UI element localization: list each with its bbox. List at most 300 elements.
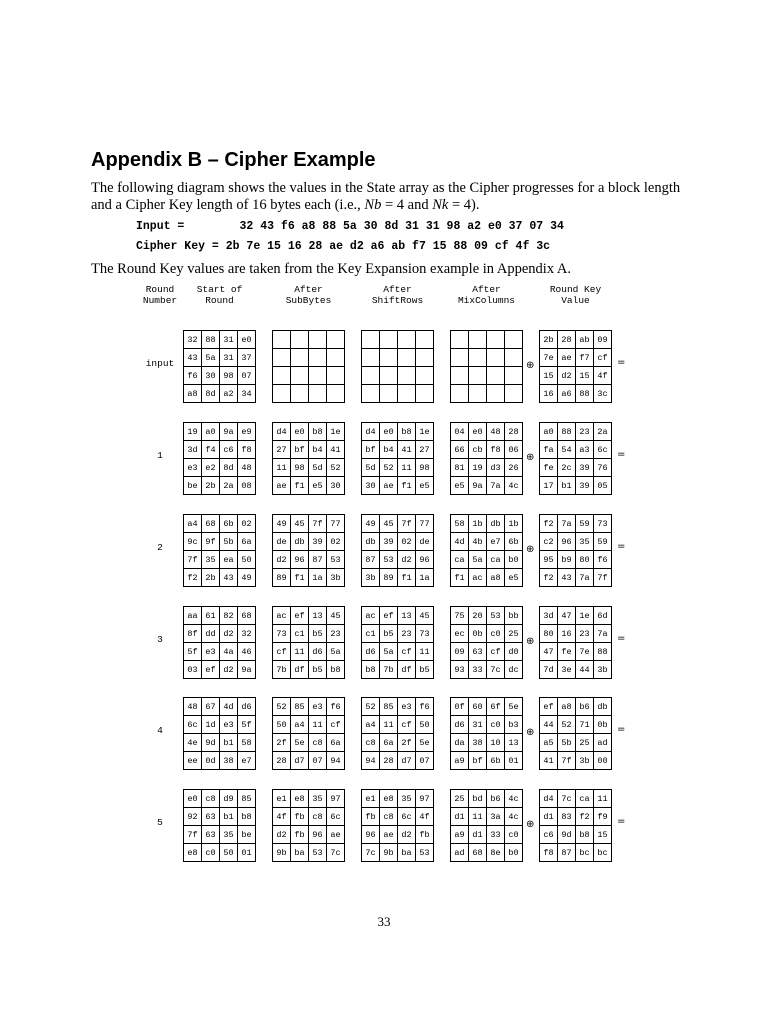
state-byte: ee	[184, 752, 202, 770]
state-byte: e5	[451, 477, 469, 495]
state-byte: 5f	[238, 716, 256, 734]
state-byte: ae	[327, 826, 345, 844]
state-byte: df	[398, 661, 416, 679]
state-byte: f2	[540, 515, 558, 533]
state-byte: 5a	[469, 551, 487, 569]
state-byte	[380, 385, 398, 403]
state-byte: d1	[540, 808, 558, 826]
input-line: Input = 32 43 f6 a8 88 5a 30 8d 31 31 98 a2 e0 37 07 34	[136, 220, 564, 233]
state-byte: b5	[309, 625, 327, 643]
state-byte: 02	[238, 515, 256, 533]
state-byte	[327, 349, 345, 367]
state-byte: d6	[309, 643, 327, 661]
state-byte: b0	[505, 844, 523, 862]
state-byte: 87	[362, 551, 380, 569]
state-byte: 28	[558, 331, 576, 349]
state-grid-mixcolumns	[450, 789, 523, 862]
state-byte: b9	[558, 551, 576, 569]
state-byte: 45	[327, 607, 345, 625]
state-byte	[398, 367, 416, 385]
state-grid-subbytes	[272, 697, 345, 770]
state-byte: f7	[576, 349, 594, 367]
state-byte: e3	[220, 716, 238, 734]
state-byte: 19	[184, 423, 202, 441]
state-byte: de	[273, 533, 291, 551]
state-byte: 7a	[576, 569, 594, 587]
state-byte: 34	[238, 385, 256, 403]
state-byte: b6	[576, 698, 594, 716]
state-byte: d2	[273, 551, 291, 569]
state-byte: 2a	[220, 477, 238, 495]
state-byte: b4	[309, 441, 327, 459]
state-byte: 07	[416, 752, 434, 770]
state-byte: cf	[398, 643, 416, 661]
state-byte: e8	[184, 844, 202, 862]
state-byte: 60	[469, 698, 487, 716]
state-byte: 77	[327, 515, 345, 533]
state-byte: 94	[327, 752, 345, 770]
state-byte: e1	[273, 790, 291, 808]
state-byte: 7f	[398, 515, 416, 533]
state-byte: 85	[238, 790, 256, 808]
state-byte: ac	[362, 607, 380, 625]
state-byte: e0	[291, 423, 309, 441]
state-byte	[398, 349, 416, 367]
state-byte: 37	[238, 349, 256, 367]
state-byte: 33	[487, 826, 505, 844]
state-byte: 63	[202, 808, 220, 826]
intro-text-3: = 4).	[448, 197, 480, 213]
state-byte: 96	[558, 533, 576, 551]
state-byte: 97	[416, 790, 434, 808]
state-byte: 53	[309, 844, 327, 862]
state-byte: a4	[291, 716, 309, 734]
state-byte: 2a	[594, 423, 612, 441]
state-byte: f9	[594, 808, 612, 826]
state-byte: 27	[273, 441, 291, 459]
state-byte: 35	[309, 790, 327, 808]
state-byte: 5b	[558, 734, 576, 752]
state-grid-mixcolumns	[450, 422, 523, 495]
state-byte: d9	[220, 790, 238, 808]
state-byte: c8	[202, 790, 220, 808]
state-byte: b8	[398, 423, 416, 441]
state-byte: 15	[594, 826, 612, 844]
state-byte: 43	[558, 569, 576, 587]
state-byte: c0	[487, 625, 505, 643]
state-byte: 15	[576, 367, 594, 385]
state-byte: a2	[220, 385, 238, 403]
state-byte: a0	[540, 423, 558, 441]
state-grid-roundkey	[539, 514, 612, 587]
xor-symbol: ⊕	[526, 544, 535, 555]
state-byte: 63	[202, 826, 220, 844]
state-byte: 6c	[594, 441, 612, 459]
state-byte: e7	[238, 752, 256, 770]
state-grid-start	[183, 789, 256, 862]
state-byte: b5	[309, 661, 327, 679]
state-byte	[273, 385, 291, 403]
state-byte: ac	[469, 569, 487, 587]
state-byte: 31	[220, 349, 238, 367]
state-byte: 0f	[451, 698, 469, 716]
state-byte: 13	[309, 607, 327, 625]
state-byte: 11	[416, 643, 434, 661]
state-byte: fb	[362, 808, 380, 826]
state-byte	[291, 349, 309, 367]
state-byte: 39	[576, 459, 594, 477]
state-byte: 4a	[220, 643, 238, 661]
state-byte: 6b	[220, 515, 238, 533]
state-byte: bf	[469, 752, 487, 770]
state-byte: 6a	[380, 734, 398, 752]
state-byte: 52	[380, 459, 398, 477]
equals-symbol: =	[617, 541, 626, 552]
state-byte: f1	[451, 569, 469, 587]
state-byte: 38	[469, 734, 487, 752]
state-byte: 11	[380, 716, 398, 734]
state-byte	[469, 331, 487, 349]
state-byte: 52	[362, 698, 380, 716]
state-byte: 1b	[505, 515, 523, 533]
state-byte: 9d	[558, 826, 576, 844]
state-byte: 5e	[291, 734, 309, 752]
state-byte: a3	[576, 441, 594, 459]
state-byte: 7f	[558, 752, 576, 770]
state-byte: a4	[362, 716, 380, 734]
state-grid-shiftrows	[361, 330, 434, 403]
state-byte: 02	[327, 533, 345, 551]
state-byte: c1	[362, 625, 380, 643]
state-byte: 5d	[362, 459, 380, 477]
state-byte: 6f	[487, 698, 505, 716]
state-byte: d7	[291, 752, 309, 770]
state-byte: 25	[576, 734, 594, 752]
state-grid-subbytes	[272, 330, 345, 403]
state-byte: e8	[380, 790, 398, 808]
state-grid-subbytes	[272, 606, 345, 679]
state-byte: 7f	[309, 515, 327, 533]
state-byte: e2	[202, 459, 220, 477]
state-byte: 6b	[505, 533, 523, 551]
state-byte	[451, 331, 469, 349]
state-byte: 9d	[202, 734, 220, 752]
state-byte: 32	[184, 331, 202, 349]
state-byte	[291, 331, 309, 349]
state-byte: be	[238, 826, 256, 844]
state-byte	[362, 349, 380, 367]
state-byte: 88	[558, 423, 576, 441]
state-byte: ef	[540, 698, 558, 716]
state-byte: 44	[540, 716, 558, 734]
state-byte	[362, 367, 380, 385]
state-byte: 45	[291, 515, 309, 533]
state-byte: 50	[220, 844, 238, 862]
state-byte: 17	[540, 477, 558, 495]
state-grid-shiftrows	[361, 422, 434, 495]
state-byte: be	[184, 477, 202, 495]
state-byte: 6b	[487, 752, 505, 770]
state-grid-start	[183, 697, 256, 770]
state-byte: f1	[291, 477, 309, 495]
state-byte: f8	[238, 441, 256, 459]
state-byte: b6	[487, 790, 505, 808]
state-byte: da	[451, 734, 469, 752]
state-byte: b8	[238, 808, 256, 826]
state-byte: d6	[362, 643, 380, 661]
state-byte: b3	[505, 716, 523, 734]
state-byte: 52	[273, 698, 291, 716]
state-byte: bf	[291, 441, 309, 459]
state-byte: 6c	[184, 716, 202, 734]
state-byte	[309, 367, 327, 385]
state-byte: 7e	[576, 643, 594, 661]
intro-text-2: = 4 and	[381, 197, 433, 213]
state-byte: d1	[469, 826, 487, 844]
xor-symbol: ⊕	[526, 819, 535, 830]
state-byte: f2	[184, 569, 202, 587]
state-byte: c8	[362, 734, 380, 752]
state-byte: d2	[273, 826, 291, 844]
state-byte: e1	[362, 790, 380, 808]
state-byte: de	[416, 533, 434, 551]
state-byte: f2	[540, 569, 558, 587]
state-byte: 8d	[202, 385, 220, 403]
state-byte: 3a	[487, 808, 505, 826]
state-byte: 96	[362, 826, 380, 844]
state-byte: f8	[487, 441, 505, 459]
state-byte: 43	[220, 569, 238, 587]
state-byte: 47	[558, 607, 576, 625]
state-byte: 13	[505, 734, 523, 752]
state-byte: c6	[540, 826, 558, 844]
state-byte: 01	[505, 752, 523, 770]
state-byte: 96	[416, 551, 434, 569]
state-byte: 75	[451, 607, 469, 625]
state-byte: ae	[380, 477, 398, 495]
state-byte: 94	[362, 752, 380, 770]
state-byte: 23	[398, 625, 416, 643]
state-byte: 45	[380, 515, 398, 533]
state-byte: 6d	[594, 607, 612, 625]
round-label: 2	[157, 542, 163, 553]
state-byte: f6	[184, 367, 202, 385]
state-byte: 9a	[469, 477, 487, 495]
state-byte: 11	[309, 716, 327, 734]
state-byte: 01	[238, 844, 256, 862]
state-grid-roundkey	[539, 697, 612, 770]
state-byte: ef	[202, 661, 220, 679]
state-byte: 7f	[184, 826, 202, 844]
state-byte: 39	[309, 533, 327, 551]
equals-symbol: =	[617, 816, 626, 827]
state-byte	[327, 385, 345, 403]
state-byte: 2b	[540, 331, 558, 349]
state-byte: ec	[451, 625, 469, 643]
state-byte: 35	[202, 551, 220, 569]
state-byte: 16	[558, 625, 576, 643]
state-byte: d6	[451, 716, 469, 734]
state-byte: 31	[220, 331, 238, 349]
state-byte: 73	[273, 625, 291, 643]
state-byte: 85	[380, 698, 398, 716]
state-byte: a4	[184, 515, 202, 533]
state-byte: e3	[398, 698, 416, 716]
state-byte: 7c	[487, 661, 505, 679]
state-byte: 7b	[380, 661, 398, 679]
state-byte: db	[362, 533, 380, 551]
state-byte: 68	[469, 844, 487, 862]
state-grid-subbytes	[272, 514, 345, 587]
state-byte: 9b	[273, 844, 291, 862]
state-byte: 5f	[184, 643, 202, 661]
state-byte: b5	[380, 625, 398, 643]
state-byte: c0	[487, 716, 505, 734]
state-byte: 83	[558, 808, 576, 826]
state-byte: 3d	[184, 441, 202, 459]
state-byte: 5d	[309, 459, 327, 477]
state-byte: 35	[398, 790, 416, 808]
state-byte: 5e	[505, 698, 523, 716]
state-byte: fe	[558, 643, 576, 661]
state-byte: 35	[576, 533, 594, 551]
header-round-number: Round Number	[142, 284, 178, 306]
state-byte: 92	[184, 808, 202, 826]
page-number: 33	[377, 914, 391, 929]
state-byte: 80	[576, 551, 594, 569]
state-byte: a6	[558, 385, 576, 403]
state-byte: 19	[469, 459, 487, 477]
state-byte: 97	[327, 790, 345, 808]
state-byte	[505, 367, 523, 385]
state-byte	[273, 349, 291, 367]
state-byte: 2b	[202, 569, 220, 587]
state-byte: 7c	[558, 790, 576, 808]
state-byte: 4d	[220, 698, 238, 716]
state-grid-shiftrows	[361, 789, 434, 862]
state-byte: 58	[238, 734, 256, 752]
state-byte: e5	[416, 477, 434, 495]
state-byte: db	[487, 515, 505, 533]
state-byte: 89	[273, 569, 291, 587]
state-byte: ae	[380, 826, 398, 844]
state-byte: 09	[594, 331, 612, 349]
state-byte: 3b	[362, 569, 380, 587]
state-byte: 1a	[416, 569, 434, 587]
state-byte: 53	[416, 844, 434, 862]
state-byte: 2f	[273, 734, 291, 752]
state-byte: 33	[469, 661, 487, 679]
equals-symbol: =	[617, 357, 626, 368]
state-byte: 11	[469, 808, 487, 826]
state-byte: d4	[540, 790, 558, 808]
state-byte: d7	[398, 752, 416, 770]
state-byte: 45	[416, 607, 434, 625]
state-byte: 53	[487, 607, 505, 625]
state-byte: d2	[398, 826, 416, 844]
state-byte: 4f	[416, 808, 434, 826]
state-byte	[469, 349, 487, 367]
state-byte: 48	[184, 698, 202, 716]
state-grid-roundkey	[539, 330, 612, 403]
state-byte: 87	[309, 551, 327, 569]
state-byte: 30	[362, 477, 380, 495]
state-byte: 1a	[309, 569, 327, 587]
state-byte: d2	[220, 661, 238, 679]
state-byte: 23	[576, 625, 594, 643]
state-byte: 2f	[398, 734, 416, 752]
state-byte: 81	[451, 459, 469, 477]
state-byte: 63	[469, 643, 487, 661]
state-byte: 7e	[540, 349, 558, 367]
equals-symbol: =	[617, 449, 626, 460]
state-byte: 3c	[594, 385, 612, 403]
header-start-of-round: Start of Round	[196, 284, 243, 306]
state-byte: 44	[576, 661, 594, 679]
state-byte: 02	[398, 533, 416, 551]
xor-symbol: ⊕	[526, 360, 535, 371]
state-byte: c0	[202, 844, 220, 862]
state-byte: aa	[184, 607, 202, 625]
state-byte: 4e	[184, 734, 202, 752]
state-byte: f2	[576, 808, 594, 826]
state-byte: 38	[220, 752, 238, 770]
state-byte: 39	[380, 533, 398, 551]
state-byte: d6	[238, 698, 256, 716]
state-byte: 0b	[469, 625, 487, 643]
state-byte: 08	[238, 477, 256, 495]
state-byte: dc	[505, 661, 523, 679]
state-byte: 46	[238, 643, 256, 661]
state-byte: ef	[291, 607, 309, 625]
header-after-mixcolumns: After MixColumns	[457, 284, 515, 306]
state-byte: ad	[451, 844, 469, 862]
state-byte: 5a	[202, 349, 220, 367]
state-byte: 11	[291, 643, 309, 661]
state-byte: cf	[594, 349, 612, 367]
state-byte	[416, 349, 434, 367]
state-byte: ab	[576, 331, 594, 349]
state-byte: f6	[327, 698, 345, 716]
state-byte: 20	[469, 607, 487, 625]
state-byte: a8	[184, 385, 202, 403]
state-byte: 1e	[576, 607, 594, 625]
state-byte: f1	[291, 569, 309, 587]
state-byte: 4d	[451, 533, 469, 551]
state-byte: 49	[273, 515, 291, 533]
state-byte: 4f	[594, 367, 612, 385]
state-byte: bf	[362, 441, 380, 459]
state-grid-mixcolumns	[450, 330, 523, 403]
state-byte: 85	[291, 698, 309, 716]
state-byte: d2	[558, 367, 576, 385]
state-byte: 11	[398, 459, 416, 477]
state-byte	[309, 331, 327, 349]
state-grid-roundkey	[539, 422, 612, 495]
state-byte: 0d	[202, 752, 220, 770]
state-byte: f6	[416, 698, 434, 716]
state-byte: ca	[487, 551, 505, 569]
state-byte: b8	[309, 423, 327, 441]
state-byte	[469, 385, 487, 403]
state-byte: 8f	[184, 625, 202, 643]
state-byte: 73	[416, 625, 434, 643]
state-grid-start	[183, 330, 256, 403]
state-byte: 3d	[540, 607, 558, 625]
state-byte: 54	[558, 441, 576, 459]
state-byte: 47	[540, 643, 558, 661]
state-byte	[380, 349, 398, 367]
